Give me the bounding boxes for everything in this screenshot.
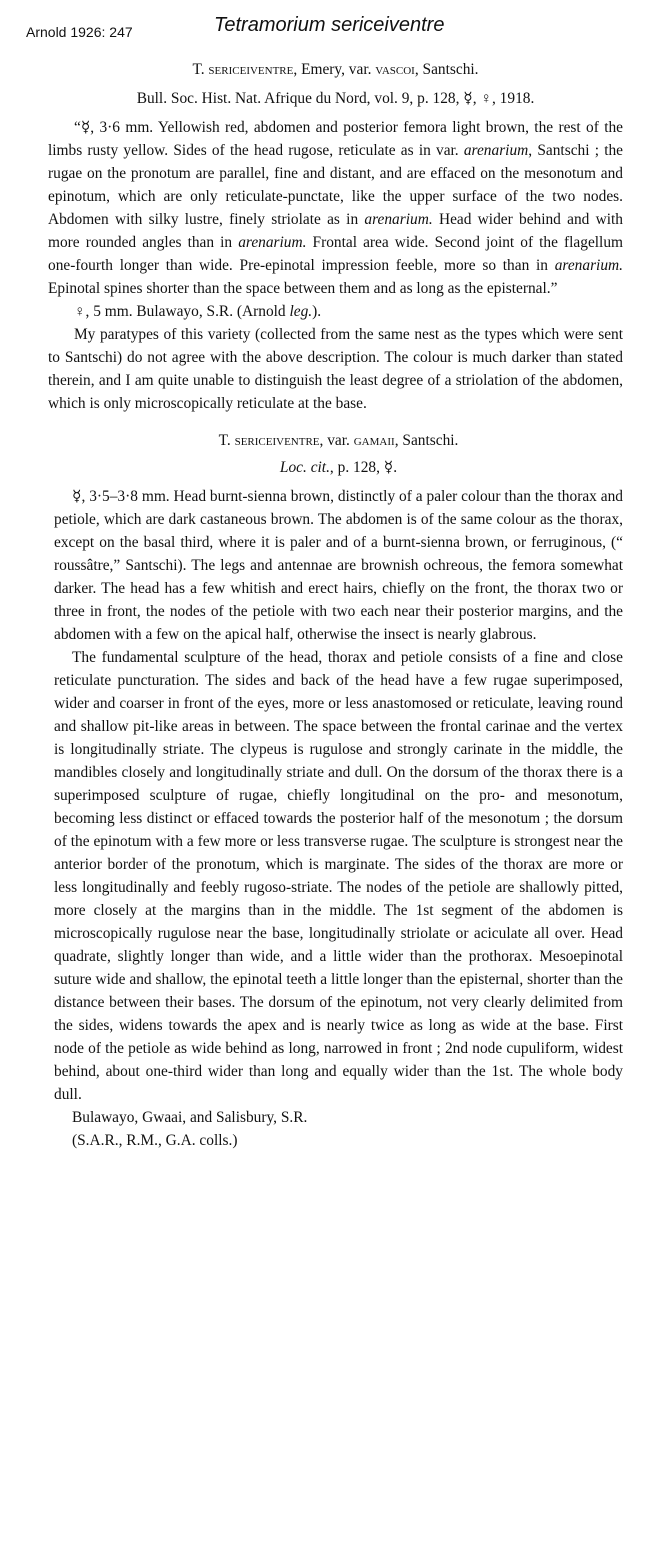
section2-collections: (S.A.R., R.M., G.A. colls.) bbox=[72, 1132, 238, 1149]
section2 bbox=[48, 429, 623, 1152]
section2-heading: T. sericeiventre, var. gamaii, Santschi. bbox=[218, 432, 459, 449]
section1-paratypes: My paratypes of this variety (collected from the same nest as the types which were sent to Santschi) do not agree with the above description. The colour is much darker than stated therein, and I am quite unable to distinguish the least degree of a striolation of the abdomen, which is only microscopically reticulate at the base. bbox=[48, 326, 623, 412]
section2-localities: Bulawayo, Gwaai, and Salisbury, S.R. bbox=[72, 1109, 308, 1126]
section1-heading: T. sericeiventre, Emery, var. vascoi, Santschi. bbox=[192, 61, 479, 78]
document-body bbox=[48, 58, 623, 1152]
citation-reference: Arnold 1926: 247 bbox=[26, 24, 133, 40]
section1-female: ♀, 5 mm. Bulawayo, S.R. (Arnold leg.). bbox=[74, 303, 322, 320]
section1-citation: Bull. Soc. Hist. Nat. Afrique du Nord, vol. 9, p. 128, ☿, ♀, 1918. bbox=[136, 90, 535, 107]
section1-quote: “☿, 3·6 mm. Yellowish red, abdomen and posterior femora light brown, the rest of the limbs rusty yellow. Sides of the head rugose, reticulate as in var. arenarium, Santschi ; the rugae on the pronotum are parallel, fine and distant, and are effaced on the mesonotum and epinotum, which are only reticulate-punctate, like the upper surface of the two nodes. Abdomen with silky lustre, finely striolate as in arenarium. Head wider behind and with more rounded angles than in arenarium. Frontal area wide. Second joint of the flagellum one-fourth longer than wide. Pre-epinotal impression feeble, more so than in arenarium. Epinotal spines shorter than the space between them and as long as the episternal.” bbox=[48, 119, 623, 297]
page-header bbox=[26, 14, 646, 44]
page-title: Tetramorium sericeiventre bbox=[214, 14, 445, 36]
section2-citation: Loc. cit., p. 128, ☿. bbox=[279, 459, 398, 476]
section2-description: ☿, 3·5–3·8 mm. Head burnt-sienna brown, distinctly of a paler colour than the thorax and petiole, which are dark castaneous brown. The abdomen is of the same colour as the thorax, except on the basal third, where it is paler and of a burnt-sienna brown, or ferruginous, (“ roussâtre,” Santschi). The legs and antennae are brownish ochreous, the femora somewhat darker. The head has a few whitish and erect hairs, chiefly on the front, the thorax two or three in front, the nodes of the petiole with two each near their posterior margins, and the abdomen with a few on the apical half, otherwise the insect is nearly glabrous. bbox=[54, 488, 623, 643]
section2-sculpture: The fundamental sculpture of the head, thorax and petiole consists of a fine and close reticulate puncturation. The sides and back of the head have a few rugae superimposed, wider and coarser in front of the eyes, more or less anastomosed or reticulate, leaving round and shallow pit-like areas in between. The space between the frontal carinae and the vertex is longitudinally striate. The clypeus is rugulose and strongly carinate in the middle, the mandibles closely and longitudinally striate and dull. On the dorsum of the thorax there is a superimposed sculpture of rugae, chiefly longitudinal on the pro- and mesonotum, becoming less distinct or effaced towards the posterior half of the mesonotum ; the dorsum of the epinotum with a few more or less transverse rugae. The sculpture is strongest near the anterior border of the pronotum, which is marginate. The sides of the thorax are more or less longitudinally and feebly rugoso-striate. The nodes of the petiole are shallowly pitted, more closely at the margins than in the middle. The 1st segment of the abdomen is microscopically rugulose near the base, longitudinally striolate or aciculate all over. Head quadrate, slightly longer than wide, and a little wider than the prothorax. Mesoepinotal suture wide and shallow, the epinotal teeth a little longer than the episternal, shorter than the distance between their bases. The dorsum of the epinotum, not very clearly delimited from the sides, widens towards the apex and is nearly twice as long as wide at the base. First node of the petiole as wide behind as long, narrowed in front ; 2nd node cupuliform, widest behind, about one-third wider than long and equally wider than the 1st. The whole body dull. bbox=[54, 649, 623, 1103]
